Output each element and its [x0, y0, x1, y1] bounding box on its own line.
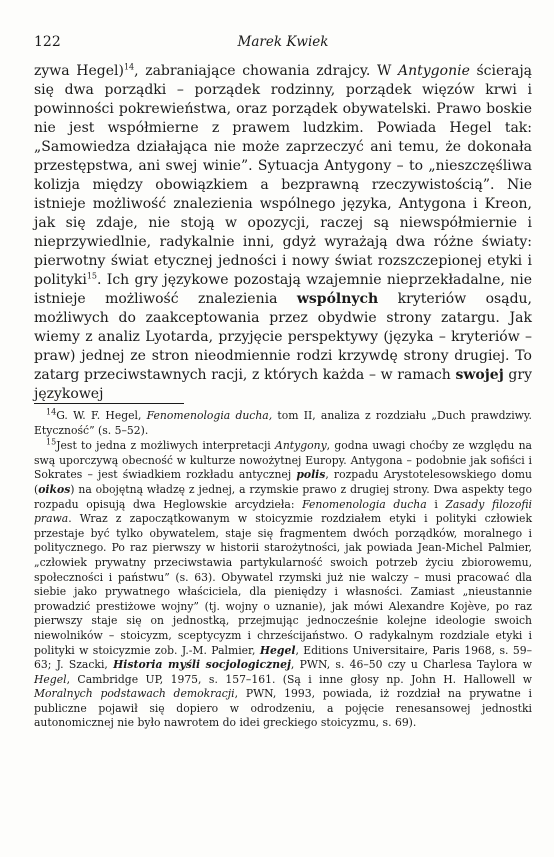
text-run: . Ich gry językowe pozostają wzajemnie nieprzekładalne, nie istnieje możliwość znalezienia	[34, 272, 532, 307]
main-text	[34, 62, 532, 404]
text-run: Jest to jedna z możliwych interpretacji	[56, 439, 276, 453]
bold-emphasis: wspólnych	[296, 291, 379, 307]
page-header	[34, 34, 532, 52]
footnote-rule	[34, 403, 184, 404]
text-run: gry językowej	[34, 367, 532, 402]
text-run: , godna uwagi choćby ze względu na swą uporczywą obecność w kulturze nowożytnej Europy. Antygona – podobnie jak sofiści i Sokrates – jest świadkiem rozkładu antycznej	[34, 439, 532, 482]
italic-title: Zasady filozofii prawa	[34, 497, 532, 526]
text-run: , zabraniające chowania zdrajcy. W	[134, 63, 399, 79]
text-run: . Wraz z zapoczątkowanym w stoicyzmie rozdziałem etyki i polityki człowiek przestaje być tylko obywatelem, staje się fragmentem dwóch porządków, moralnego i politycznego. Po raz pierwszy w historii starożytności, jak powiada Jean-Michel Palmier, „człowiek prywatny przeciwstawia partykularność swoich potrzeb życiu zbiorowemu, społeczności i państwu” (s. 63). Obywatel rzymski już nie walczy – musi pracować dla siebie jako prywatnego właściciela, dla pieniędzy i własności. Zamiast „nieustannie prowadzić prestiżowe wojny” (tj. wojny o uznanie), jak mówi Alexandre Kojève, po raz pierwszy staje się on jednostką, przejmując jednocześnie kolejne ideologie swoich niewolników – stoicyzm, sceptycyzm i chrześcijaństwo. O radykalnym rozdziale etyki i polityki w stoicyzmie zob. J.-M. Palmier,	[34, 512, 532, 657]
running-head: Marek Kwiek	[237, 34, 329, 50]
italic-title: Hegel	[259, 643, 296, 657]
italic-title: Hegel	[34, 672, 67, 686]
body-paragraph	[34, 62, 532, 404]
text-run: ) na obojętną władzę z jednej, a rzymskie prawo z drugiej strony. Dwa aspekty tego rozpadu opisują dwa Heglowskie arcydzieła:	[34, 482, 532, 511]
footnote-number: 14	[46, 407, 57, 417]
italic-term: polis	[296, 468, 326, 482]
text-run: ścierają się dwa porządki – porządek rodzinny, porządek więzów krwi i powinności pokrewieństwa, oraz porządek obywatelski. Prawo boskie nie jest współmierne z prawem ludzkim. Powiada Hegel tak: „Samowiedza działająca nie może zaprzeczyć ani temu, że dokonała przestępstwa, ani swej winie”. Sytuacja Antygony – to „nieszczęśliwa kolizja między obowiązkiem a bezprawną rzeczywistością”. Nie istnieje możliwość znalezienia wspólnego języka, Antygona i Kreon, jak się zdaje, nie stoją w opozycji, raczej są niewspółmiernie i nieprzywiedlnie, radykalnie inni, gdyż wyrażają dwa różne światy: pierwotny świat etycznej jedności i nowy świat rozszczepionej etyki i polityki	[34, 63, 533, 288]
text-run: G. W. F. Hegel,	[56, 409, 147, 422]
italic-title: Fenomenologia ducha,	[146, 409, 273, 422]
text-run: kryteriów osądu, możliwych do zaakceptowania przez obydwie strony zatargu. Jak wiemy z analiz Lyotarda, przyjęcie perspektywy (języka – kryteriów – praw) jednej ze stron nieodmiennie rodzi krzywdę strony drugiej. To zatarg przeciwstawnych racji, z których każda – w ramach	[34, 291, 533, 383]
italic-term: oikos	[38, 482, 71, 496]
footnote-ref-15: 15	[86, 271, 98, 281]
italic-title: Fenomenologia ducha	[302, 497, 427, 511]
text-run: , rozpadu Arystotelesowskiego domu (	[34, 468, 532, 496]
italic-title: Antygonie	[398, 63, 470, 79]
footnote-15	[34, 439, 532, 731]
text-run: tom II, analiza z rozdziału „Duch prawdziwy. Etyczność” (s. 5–52).	[34, 409, 532, 437]
italic-title: Historia myśli socjologicznej	[113, 658, 291, 672]
text-run: , Editions Universitaire, Paris 1968, s. 59–63; J. Szacki,	[34, 643, 532, 672]
text-run: , Cambridge UP, 1975, s. 157–161. (Są i inne głosy np. John H. Hallowell w	[66, 672, 532, 686]
footnotes	[34, 409, 532, 731]
footnote-ref-14: 14	[123, 62, 135, 72]
bold-emphasis: swojej	[455, 367, 504, 383]
italic-title: Antygony	[275, 439, 327, 453]
footnote-14	[34, 409, 532, 438]
text-run: i	[426, 497, 446, 511]
italic-title: Moralnych podstawach demokracji	[34, 687, 235, 701]
text-run: zywa Hegel)	[34, 63, 124, 79]
footnote-number: 15	[46, 437, 57, 447]
page-number: 122	[34, 34, 61, 50]
text-run: , PWN, s. 46–50 czy u Charlesa Taylora w	[290, 658, 532, 672]
text-run: , PWN, 1993, powiada, iż rozdział na prywatne i publiczne pojawił się dopiero w odrodzeniu, a pojęcie renesansowej jednostki autonomicznej nie było nawrotem do idei greckiego stoicyzmu, s. 69).	[34, 687, 532, 730]
